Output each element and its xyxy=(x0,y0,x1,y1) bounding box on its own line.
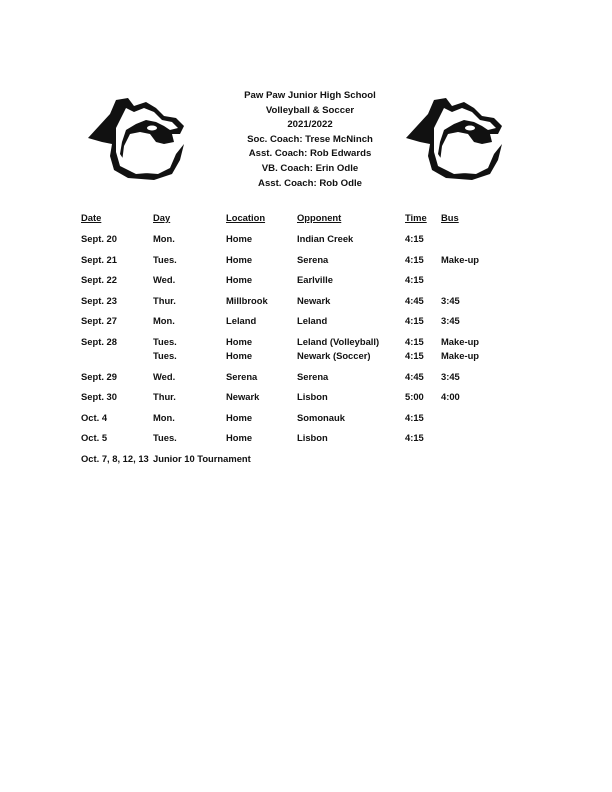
cell-bus: 3:45 xyxy=(441,371,460,382)
table-row xyxy=(0,336,612,350)
cell-bus: 4:00 xyxy=(441,391,460,402)
table-row xyxy=(0,315,612,329)
cell-time: 4:15 xyxy=(405,315,424,326)
tournament-dates: Oct. 7, 8, 12, 13 xyxy=(81,453,149,464)
table-row xyxy=(0,391,612,405)
cell-location: Serena xyxy=(226,371,258,382)
cell-date: Sept. 21 xyxy=(81,254,117,265)
column-header-day: Day xyxy=(153,212,171,223)
cell-time: 4:15 xyxy=(405,233,424,244)
cell-date: Sept. 22 xyxy=(81,274,117,285)
cell-day: Tues. xyxy=(153,350,177,361)
table-row xyxy=(0,371,612,385)
tournament-row xyxy=(0,453,612,467)
cell-day: Tues. xyxy=(153,432,177,443)
cell-day: Thur. xyxy=(153,295,176,306)
cell-opponent: Serena xyxy=(297,254,329,265)
cell-bus: Make-up xyxy=(441,254,480,265)
cell-opponent: Leland xyxy=(297,315,328,326)
cell-location: Home xyxy=(226,336,253,347)
cell-opponent: Newark (Soccer) xyxy=(297,350,371,361)
cell-location: Home xyxy=(226,274,253,285)
cell-day: Tues. xyxy=(153,336,177,347)
assistant-coach-2: Asst. Coach: Rob Odle xyxy=(258,177,362,189)
table-row xyxy=(0,412,612,426)
table-row xyxy=(0,350,612,364)
cell-location: Millbrook xyxy=(226,295,268,306)
cell-location: Home xyxy=(226,432,253,443)
table-row xyxy=(0,254,612,268)
cell-day: Wed. xyxy=(153,371,176,382)
table-row xyxy=(0,432,612,446)
cell-time: 5:00 xyxy=(405,391,424,402)
cell-location: Leland xyxy=(226,315,257,326)
cell-day: Mon. xyxy=(153,412,175,423)
cell-location: Home xyxy=(226,350,253,361)
cell-date: Sept. 30 xyxy=(81,391,117,402)
cell-location: Home xyxy=(226,233,253,244)
cell-location: Newark xyxy=(226,391,260,402)
cell-day: Mon. xyxy=(153,233,175,244)
column-header-opponent: Opponent xyxy=(297,212,342,223)
table-row xyxy=(0,233,612,247)
cell-location: Home xyxy=(226,412,253,423)
cell-date: Sept. 27 xyxy=(81,315,117,326)
assistant-coach-1: Asst. Coach: Rob Edwards xyxy=(248,148,372,160)
table-row xyxy=(0,274,612,288)
cell-opponent: Lisbon xyxy=(297,432,328,443)
cell-time: 4:45 xyxy=(405,371,424,382)
column-header-time: Time xyxy=(405,212,427,223)
bulldog-logo-left xyxy=(80,88,190,180)
cell-location: Home xyxy=(226,254,253,265)
cell-bus: Make-up xyxy=(441,336,480,347)
cell-day: Wed. xyxy=(153,274,176,285)
cell-time: 4:15 xyxy=(405,336,424,347)
soccer-coach: Soc. Coach: Trese McNinch xyxy=(247,133,373,145)
cell-time: 4:15 xyxy=(405,350,424,361)
cell-date: Oct. 5 xyxy=(81,432,108,443)
cell-bus: 3:45 xyxy=(441,295,460,306)
volleyball-coach: VB. Coach: Erin Odle xyxy=(261,162,359,174)
cell-opponent: Serena xyxy=(297,371,329,382)
cell-time: 4:15 xyxy=(405,254,424,265)
cell-opponent: Lisbon xyxy=(297,391,328,402)
cell-bus: Make-up xyxy=(441,350,480,361)
cell-time: 4:45 xyxy=(405,295,424,306)
cell-bus: 3:45 xyxy=(441,315,460,326)
school-name: Paw Paw Junior High School xyxy=(244,90,376,101)
cell-time: 4:15 xyxy=(405,412,424,423)
cell-date: Sept. 29 xyxy=(81,371,117,382)
table-header xyxy=(0,212,612,226)
cell-opponent: Somonauk xyxy=(297,412,345,423)
table-row xyxy=(0,295,612,309)
schedule-header xyxy=(210,89,410,191)
cell-date: Sept. 28 xyxy=(81,336,117,347)
column-header-bus: Bus xyxy=(441,212,459,223)
cell-day: Tues. xyxy=(153,254,177,265)
cell-day: Mon. xyxy=(153,315,175,326)
column-header-date: Date xyxy=(81,212,102,223)
sports-title: Volleyball & Soccer xyxy=(265,104,355,116)
cell-opponent: Indian Creek xyxy=(297,233,354,244)
cell-opponent: Newark xyxy=(297,295,331,306)
cell-day: Thur. xyxy=(153,391,176,402)
cell-opponent: Leland (Volleyball) xyxy=(297,336,380,347)
season-year: 2021/2022 xyxy=(287,119,333,131)
cell-time: 4:15 xyxy=(405,274,424,285)
column-header-location: Location xyxy=(226,212,266,223)
cell-date: Sept. 20 xyxy=(81,233,117,244)
bulldog-logo-right xyxy=(398,88,508,180)
cell-date: Sept. 23 xyxy=(81,295,117,306)
cell-date: Oct. 4 xyxy=(81,412,108,423)
tournament-name: Junior 10 Tournament xyxy=(153,453,251,464)
cell-opponent: Earlville xyxy=(297,274,333,285)
cell-time: 4:15 xyxy=(405,432,424,443)
